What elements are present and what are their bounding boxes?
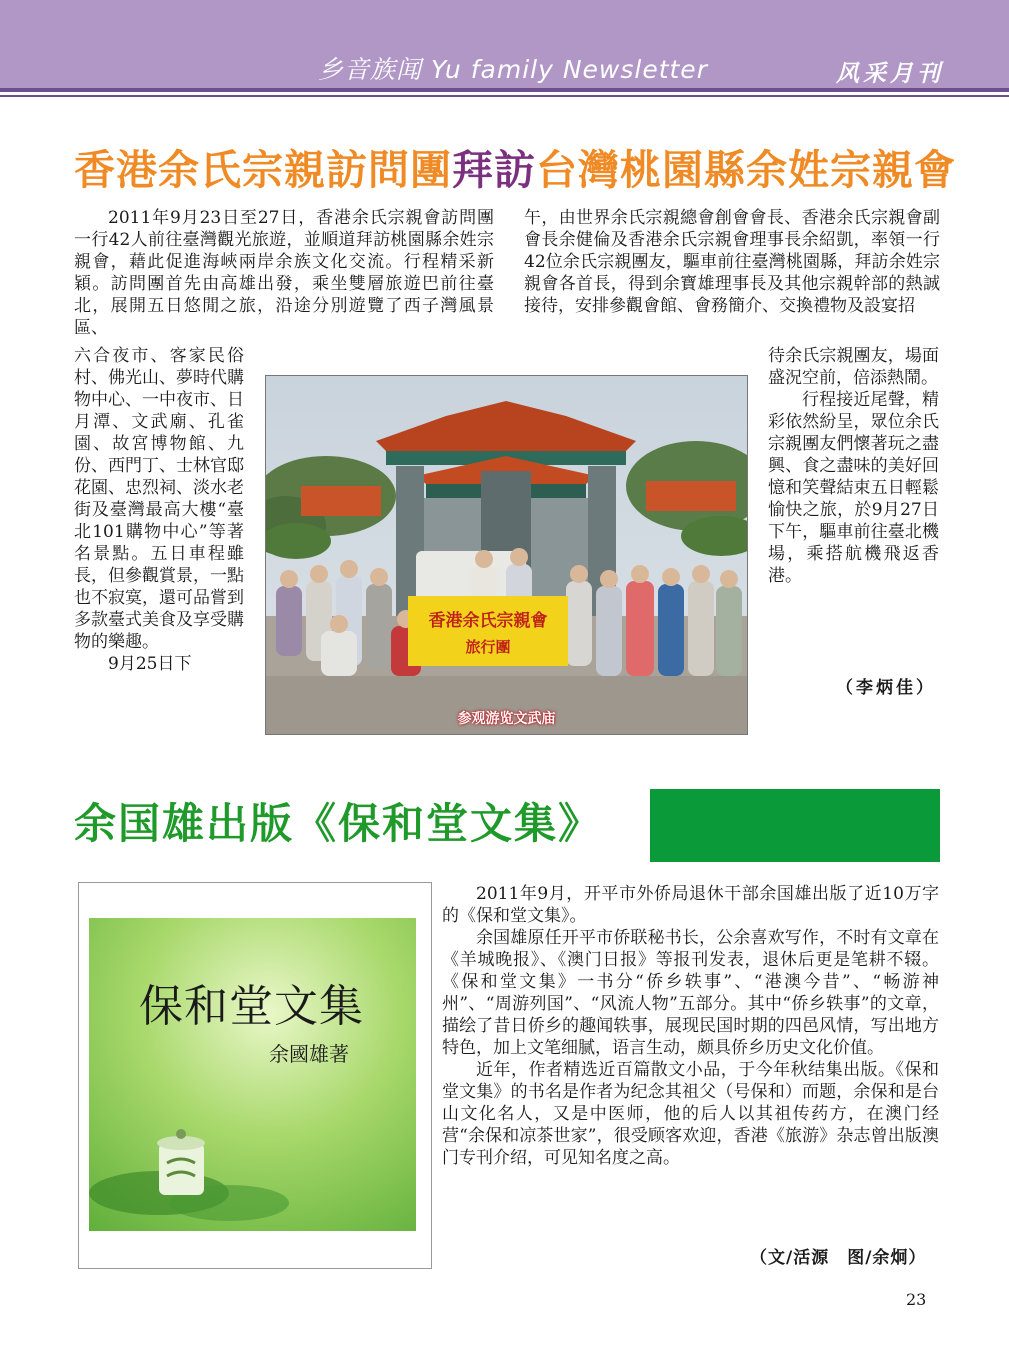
- article2-paragraph-2: 余国雄原任开平市侨联秘书长，公余喜欢写作，不时有文章在《羊城晚报》、《澳门日报》等报刊发表，退休后更是笔耕不辍。《保和堂文集》一书分“侨乡轶事”、“港澳今昔”、“畅游神州”、“周游列国”、“风流人物”五部分。其中“侨乡轶事”的文章，描绘了昔日侨乡的趣闻轶事，展现民国时期的四邑风情，写出地方特色，加上文笔细腻，语言生动，颇具侨乡历史文化价值。: [442, 928, 939, 1058]
- article1-title-part-b: 拜訪: [452, 146, 536, 194]
- page-number: 23: [906, 1290, 927, 1309]
- article1-title-part-a: 香港余氏宗親訪問團: [74, 146, 452, 194]
- article1-title-part-c: 台灣桃園縣余姓宗親會: [536, 146, 956, 194]
- banner-text-line1: 香港余氏宗親會: [428, 611, 548, 631]
- article1-right-wrap: [768, 345, 939, 587]
- article2-body: [442, 883, 939, 1169]
- article1-title: [74, 137, 956, 196]
- book-cover-title: 保和堂文集: [139, 981, 364, 1032]
- article2-credit: （文/活源 图/余炯）: [750, 1248, 927, 1268]
- article1-paragraph-2: 午，由世界余氏宗親總會創會會長、香港余氏宗親會副會長余健倫及香港余氏宗親會理事長余紹凱，率領一行42位余氏宗親團友，驅車前往臺灣桃園縣，拜訪余姓宗親會各首長，得到余寶雄理事長及其他宗親幹部的熱誠接待，安排參觀會館、會務簡介、交換禮物及設宴招: [524, 208, 940, 316]
- group-photo-illustration: [266, 376, 747, 734]
- banner-text-line2: 旅行團: [465, 638, 511, 656]
- article2-paragraph-1: 2011年9月，开平市外侨局退休干部余国雄出版了近10万字的《保和堂文集》。: [442, 884, 939, 926]
- title-green-box: [650, 789, 940, 862]
- article2-paragraph-3: 近年，作者精选近百篇散文小品，于今年秋结集出版。《保和堂文集》的书名是作者为纪念其祖父（号保和）而题，余保和是台山文化名人，又是中医师，他的后人以其祖传药方，在澳门经营“余保和凉茶世家”，很受顾客欢迎，香港《旅游》杂志曾出版澳门专刊介绍，可见知名度之高。: [442, 1060, 939, 1168]
- article1-column-2: [524, 207, 940, 317]
- photo-caption: 参观游览文武庙: [457, 711, 556, 727]
- newsletter-name: 乡音族闻 Yu family Newsletter: [318, 55, 708, 84]
- book-cover: [89, 918, 416, 1231]
- article1-left-wrap: [74, 345, 244, 675]
- tea-jar-icon: [159, 1143, 204, 1195]
- magazine-section: 风采月刊: [836, 61, 944, 87]
- header-rule: [0, 88, 1009, 92]
- header-rule-thin: [0, 95, 1009, 97]
- article1-right-text-2: 行程接近尾聲，精彩依然紛呈，眾位余氏宗親團友們懷著玩之盡興、食之盡味的美好回憶和笑聲結束五日輕鬆愉快之旅，於9月27日下午，驅車前往臺北機場，乘搭航機飛返香港。: [768, 390, 939, 586]
- article1-left-text-2: 9月25日下: [108, 654, 192, 674]
- article2-title: 余国雄出版《保和堂文集》: [74, 799, 603, 848]
- article1-left-text: 六合夜市、客家民俗村、佛光山、夢時代購物中心、一中夜市、日月潭、文武廟、孔雀園、故宮博物館、九份、西門丁、士林官邸花園、忠烈祠、淡水老街及臺灣最高大樓“臺北101購物中心”等著名景點。五日車程雖長，但參觀賞景，一點也不寂寞，還可品嘗到多款臺式美食及享受購物的樂趣。: [74, 346, 244, 652]
- book-cover-art: [89, 918, 416, 1231]
- group-photo: [265, 375, 748, 735]
- article1-right-text: 待余氏宗親團友，場面盛況空前，倍添熱鬧。: [768, 346, 939, 388]
- article1-paragraph-1: 2011年9月23日至27日，香港余氏宗親會訪問團一行42人前往臺灣觀光旅遊，並順道拜訪桃園縣余姓宗親會，藉此促進海峽兩岸余族文化交流。行程精采新穎。訪問團首先由高雄出發，乘坐雙層旅遊巴前往臺北，展開五日悠閒之旅，沿途分別遊覽了西子灣風景區、: [74, 208, 494, 338]
- article1-credit: （李炳佳）: [836, 678, 936, 698]
- book-cover-author: 余國雄著: [269, 1042, 349, 1066]
- article1-column-1: [74, 207, 494, 339]
